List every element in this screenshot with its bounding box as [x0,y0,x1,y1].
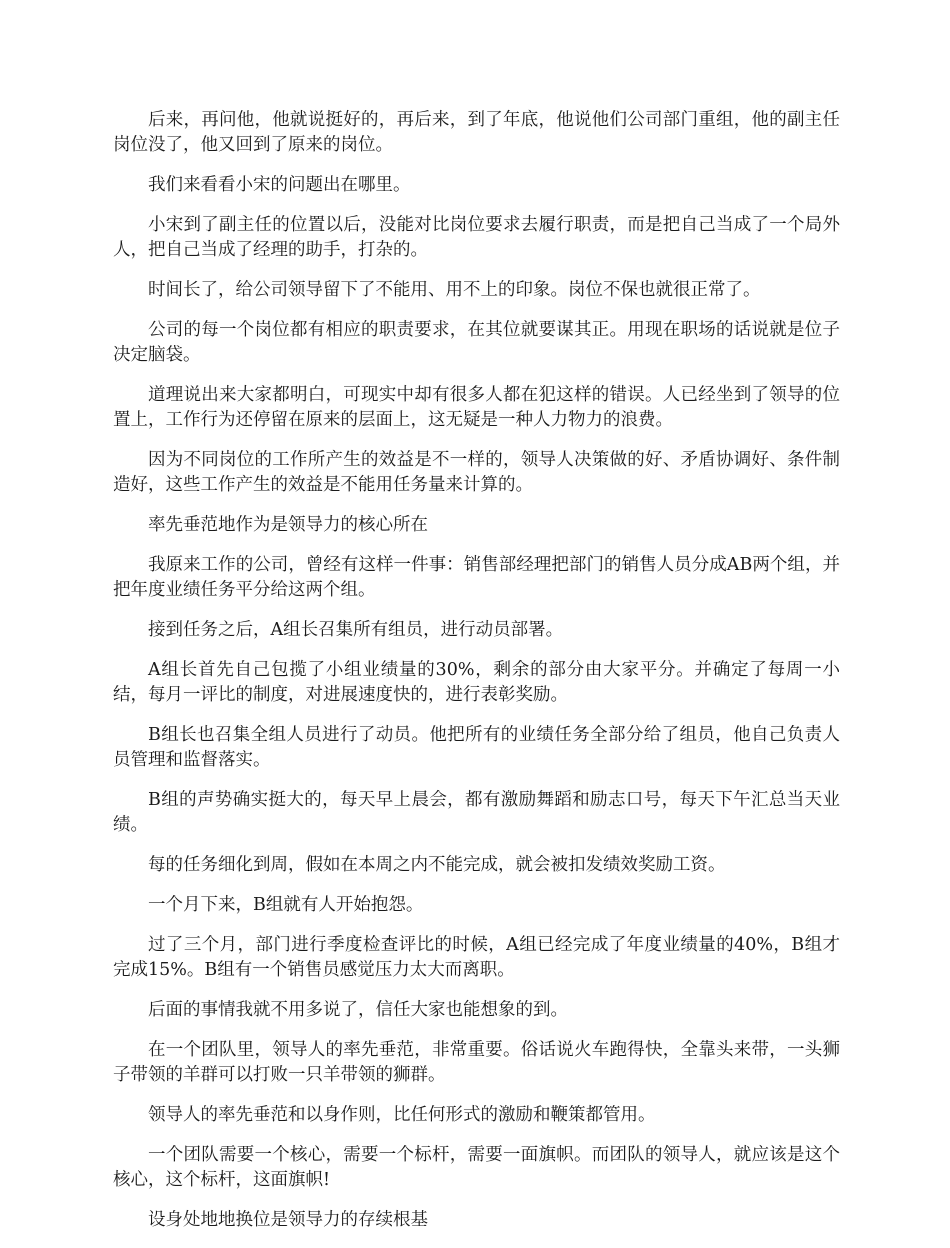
paragraph: 领导人的率先垂范和以身作则，比任何形式的激励和鞭策都管用。 [148,1105,656,1125]
paragraph: 小宋到了副主任的位置以后，没能对比岗位要求去履行职责，而是把自己当成了一个局外人，把自己当成了经理的助手，打杂的。 [113,215,840,260]
paragraph: 在一个团队里，领导人的率先垂范，非常重要。俗话说火车跑得快，全靠头来带，一头狮子带领的羊群可以打败一只羊带领的狮群。 [113,1040,840,1085]
paragraph: B组的声势确实挺大的，每天早上晨会，都有激励舞蹈和励志口号，每天下午汇总当天业绩。 [113,790,840,835]
document-body [113,108,840,1248]
paragraph: 后面的事情我就不用多说了，信任大家也能想象的到。 [148,1000,568,1020]
section-heading: 设身处地地换位是领导力的存续根基 [148,1210,428,1230]
paragraph: 一个团队需要一个核心，需要一个标杆，需要一面旗帜。而团队的领导人，就应该是这个核心，这个标杆，这面旗帜! [113,1145,840,1190]
paragraph: 一个月下来，B组就有人开始抱怨。 [148,895,424,915]
section-heading: 率先垂范地作为是领导力的核心所在 [148,515,428,535]
paragraph: 道理说出来大家都明白，可现实中却有很多人都在犯这样的错误。人已经坐到了领导的位置上，工作行为还停留在原来的层面上，这无疑是一种人力物力的浪费。 [113,385,840,430]
paragraph: A组长首先自己包揽了小组业绩量的30%，剩余的部分由大家平分。并确定了每周一小结，每月一评比的制度，对进展速度快的，进行表彰奖励。 [113,660,840,705]
paragraph: 公司的每一个岗位都有相应的职责要求，在其位就要谋其正。用现在职场的话说就是位子决定脑袋。 [113,320,840,365]
paragraph: 后来，再问他，他就说挺好的，再后来，到了年底，他说他们公司部门重组，他的副主任岗位没了，他又回到了原来的岗位。 [113,110,840,155]
paragraph: 我们来看看小宋的问题出在哪里。 [148,175,411,195]
paragraph: B组长也召集全组人员进行了动员。他把所有的业绩任务全部分给了组员，他自己负责人员管理和监督落实。 [113,725,840,770]
paragraph: 时间长了，给公司领导留下了不能用、用不上的印象。岗位不保也就很正常了。 [148,280,761,300]
paragraph: 接到任务之后，A组长召集所有组员，进行动员部署。 [148,620,564,640]
paragraph: 过了三个月，部门进行季度检查评比的时候，A组已经完成了年度业绩量的40%，B组才完成15%。B组有一个销售员感觉压力太大而离职。 [113,935,840,980]
paragraph: 我原来工作的公司，曾经有这样一件事：销售部经理把部门的销售人员分成AB两个组，并把年度业绩任务平分给这两个组。 [113,555,840,600]
paragraph: 因为不同岗位的工作所产生的效益是不一样的，领导人决策做的好、矛盾协调好、条件制造好，这些工作产生的效益是不能用任务量来计算的。 [113,450,840,495]
paragraph: 每的任务细化到周，假如在本周之内不能完成，就会被扣发绩效奖励工资。 [148,855,726,875]
